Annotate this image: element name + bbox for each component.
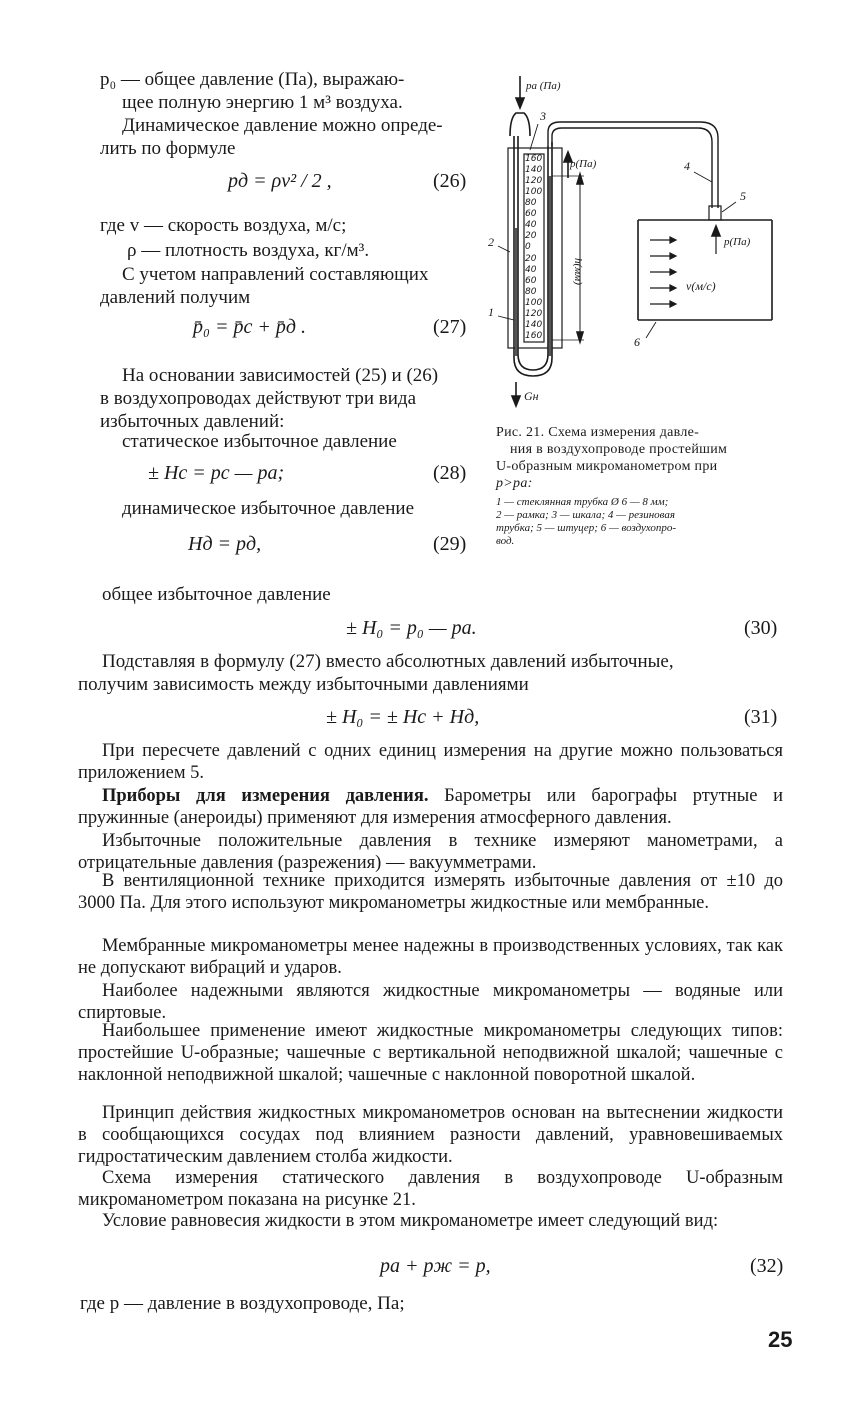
text-line: статическое избыточное давление	[122, 431, 397, 452]
liquid-right	[549, 176, 552, 356]
text-line: общее избыточное давление	[102, 584, 331, 605]
text-line: в воздухопроводах действуют три вида	[100, 388, 416, 409]
paragraph: Схема измерения статического давления в воздухопроводе U-образным микроманометром показана на рисунке 21.	[78, 1168, 783, 1210]
formula-29: Hд = pд,	[188, 533, 262, 555]
text-line: щее полную энергию 1 м³ воздуха.	[122, 92, 403, 113]
text-line: Динамическое давление можно опреде-	[122, 115, 443, 136]
legend-line: вод.	[496, 535, 515, 547]
scale-tick-label: 100	[525, 187, 543, 198]
legend-line: 2 — рамка; 3 — шкала; 4 — резиновая	[496, 509, 675, 521]
scale-tick-label: 160	[525, 154, 543, 164]
paragraph: Избыточные положительные давления в технике измеряют манометрами, а отрицательные давления (разрежения) — вакуумметрами.	[78, 831, 783, 873]
text-line: получим зависимость между избыточными давлениями	[78, 674, 529, 695]
callout-2: 2	[488, 235, 494, 249]
scale-tick-label: 0	[525, 242, 531, 253]
text-line: На основании зависимостей (25) и (26)	[122, 365, 439, 386]
caption-line: Рис. 21. Схема измерения давле-	[496, 425, 700, 440]
scale-tick-label: 80	[525, 286, 537, 297]
paragraph	[78, 785, 783, 829]
paragraph: В вентиляционной технике приходится измерять избыточные давления от ±10 до 3000 Па. Для этого используют микроманометры жидкостные или мембранные.	[78, 871, 783, 913]
scale-tick-label: 40	[525, 264, 537, 275]
formula-31: ± H₀ = ± Hс + Hд,	[326, 706, 480, 728]
figure-legend	[496, 496, 790, 548]
figure-21	[480, 58, 790, 418]
scale-labels	[524, 154, 544, 342]
tube-open-end	[510, 113, 530, 136]
scale-tick-label: 120	[525, 176, 543, 187]
caption-line: U-образным микроманометром при	[496, 459, 718, 474]
equation-number: (32)	[750, 1255, 784, 1277]
label-p-duct: p(Па)	[724, 236, 751, 248]
formula-27: p̄₀ = p̄с + p̄д .	[193, 316, 306, 338]
equation-number: (27)	[433, 316, 467, 338]
scale-tick-label: 120	[525, 308, 543, 319]
equation-number: (28)	[433, 462, 467, 484]
text-line: p₀ — общее давление (Па), выражаю-	[100, 69, 405, 90]
scale-tick-label: 160	[525, 330, 543, 341]
text-line: Подставляя в формулу (27) вместо абсолютных давлений избыточные,	[102, 651, 674, 672]
paragraph: Мембранные микроманометры менее надежны в производственных условиях, так как не допускают вибраций и ударов.	[78, 936, 783, 978]
section-heading: Приборы для измерения давления.	[102, 786, 429, 806]
tube-u-bottom-inner	[518, 354, 548, 370]
legend-line: трубка; 5 — штуцер; 6 — воздухопро-	[496, 522, 677, 534]
callout-6: 6	[634, 335, 640, 349]
label-h: h(мм)	[572, 258, 584, 285]
legend-line: 1 — стеклянная трубка Ø 6 — 8 мм;	[496, 496, 669, 508]
paragraph: Условие равновесия жидкости в этом микроманометре имеет следующий вид:	[102, 1211, 719, 1231]
scale-tick-label: 20	[525, 253, 537, 264]
flow-arrows	[650, 237, 676, 307]
formula-28: ± Hс = pс — pа;	[148, 462, 285, 484]
text-line: ρ — плотность воздуха, кг/м³.	[127, 240, 370, 261]
label-pa: pа (Па)	[526, 80, 561, 92]
equation-number: (26)	[433, 170, 467, 192]
text-line: давлений получим	[100, 287, 251, 308]
text-line: избыточных давлений:	[100, 411, 285, 432]
caption-line: p>pа:	[496, 476, 533, 491]
paragraph: При пересчете давлений с одних единиц измерения на другие можно пользоваться приложением 5.	[78, 741, 783, 783]
label-v: v(м/с)	[686, 279, 716, 293]
paragraph-text: Барометры или барографы ртутные и пружинные (анероиды) применяют для измерения атмосферного давления.	[78, 786, 783, 828]
formula-26: pд = ρv² / 2 ,	[228, 170, 332, 192]
scale-tick-label: 100	[525, 297, 543, 308]
formula-32: pа + pж = p,	[380, 1255, 491, 1277]
arrow-head	[516, 98, 524, 108]
scale-tick-label: 60	[525, 209, 537, 220]
figure-caption	[496, 424, 790, 492]
scale-tick-label: 60	[525, 275, 537, 286]
label-gn: Gн	[524, 389, 539, 403]
callout-3: 3	[540, 109, 546, 123]
label-p: p(Па)	[570, 158, 597, 170]
equation-number: (31)	[744, 706, 778, 728]
formula-30: ± H₀ = p₀ — pа.	[346, 617, 477, 639]
page-number: 25	[768, 1327, 793, 1352]
scale-tick-label: 140	[525, 165, 543, 176]
scale-tick-label: 40	[525, 220, 537, 231]
callout-1: 1	[488, 305, 494, 319]
paragraph: Наиболее надежными являются жидкостные микроманометры — водяные или спиртовые.	[78, 981, 783, 1023]
paragraph: Наибольшее применение имеют жидкостные микроманометры следующих типов: простейшие U-образные; чашечные с вертикальной неподвижной шкалой; чашечные с наклонной неподвижной шкалой; чашечные с наклонной поворотной шкалой.	[78, 1021, 783, 1085]
caption-line: ния в воздухопроводе простейшим	[510, 442, 728, 457]
text-line: С учетом направлений составляющих	[122, 264, 429, 285]
fitting	[709, 206, 721, 220]
text-line: где v — скорость воздуха, м/с;	[100, 215, 347, 236]
callout-4: 4	[684, 159, 690, 173]
scale-tick-label: 140	[525, 319, 543, 330]
paragraph: Принцип действия жидкостных микроманометров основан на вытеснении жидкости в сообщающихся сосудах под влиянием разности давлений, уравновешиваемых гидростатическим давлением столба жидкости.	[78, 1103, 783, 1167]
scale-tick-label: 80	[525, 198, 537, 209]
scale-tick-label: 20	[525, 231, 537, 242]
text-line: динамическое избыточное давление	[122, 498, 415, 519]
callout-5: 5	[740, 189, 746, 203]
liquid-left	[515, 228, 518, 356]
text-line: где p — давление в воздухопроводе, Па;	[80, 1293, 405, 1314]
equation-number: (29)	[433, 533, 467, 555]
text-line: лить по формуле	[100, 138, 236, 159]
equation-number: (30)	[744, 617, 778, 639]
